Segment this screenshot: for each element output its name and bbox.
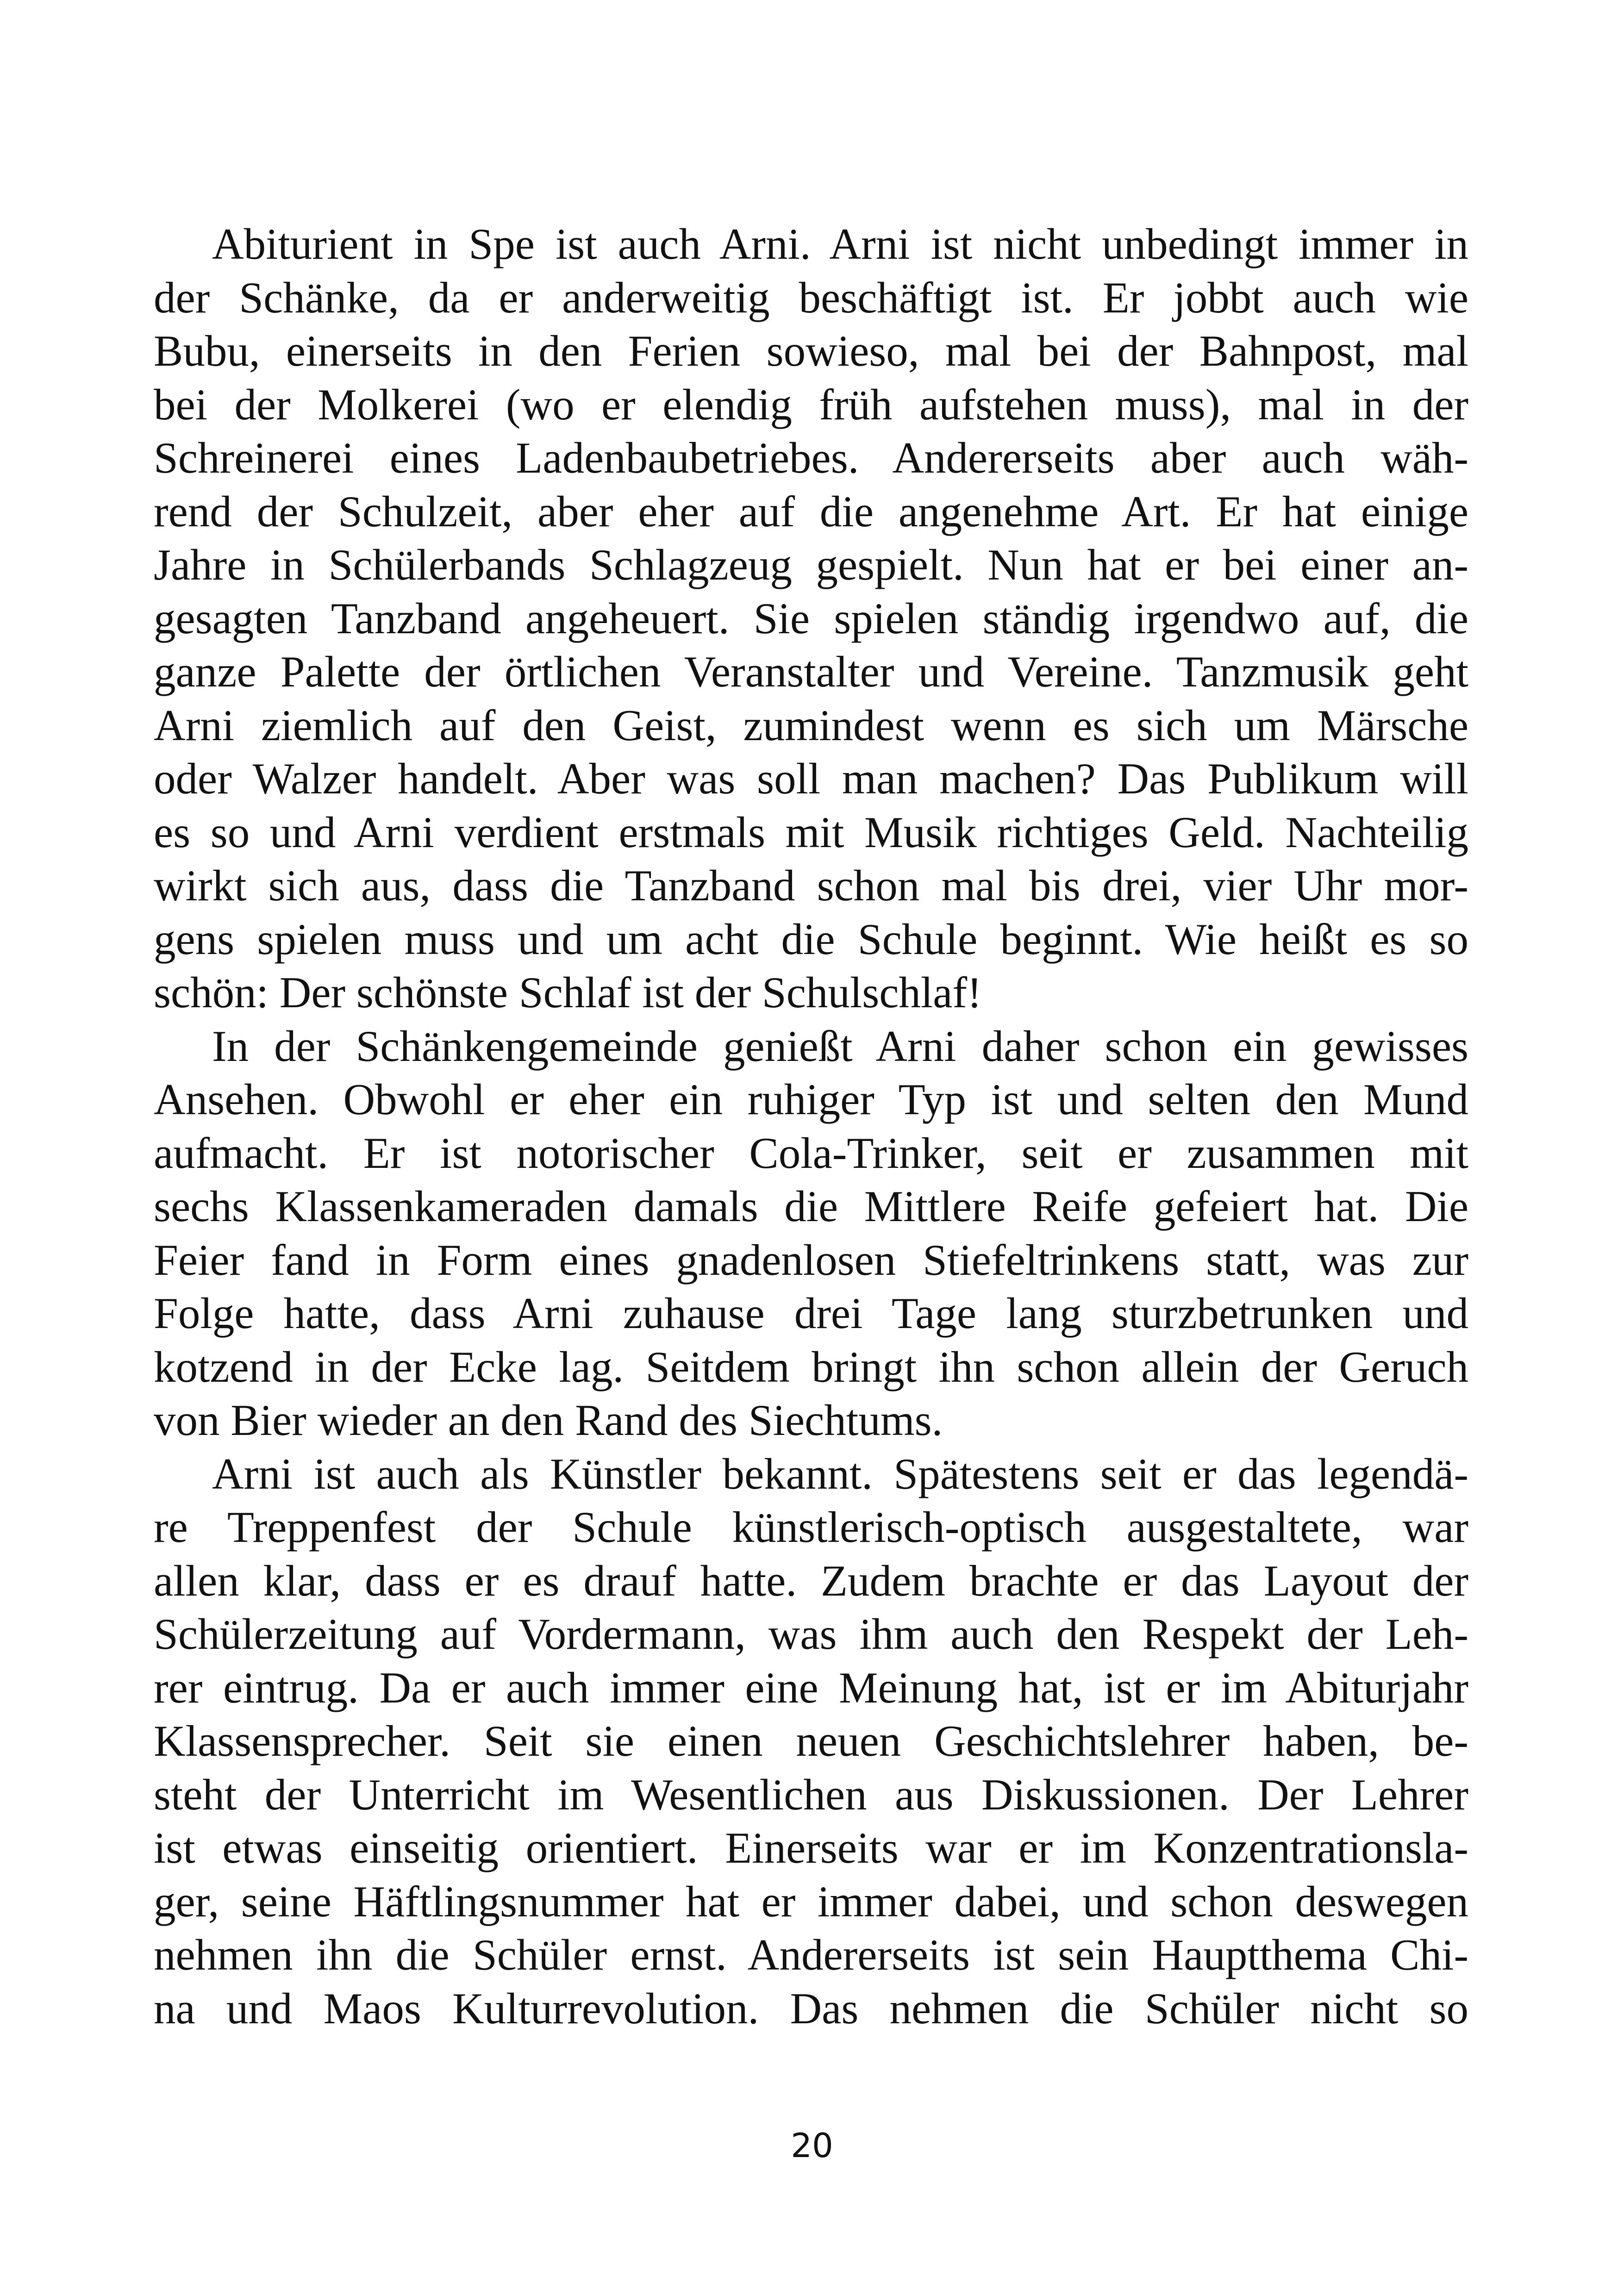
text-line: Arni ziemlich auf den Geist, zumindest wenn es sich um Märsche (154, 700, 1468, 750)
paragraph (154, 218, 1468, 1020)
text-line: Bubu, einerseits in den Ferien sowieso, mal bei der Bahnpost, mal (154, 326, 1468, 375)
text-line: der Schänke, da er anderweitig beschäftigt ist. Er jobbt auch wie (154, 273, 1468, 322)
text-line: aufmacht. Er ist notorischer Cola-Trinker, seit er zusammen mit (154, 1128, 1468, 1178)
text-line: rer eintrug. Da er auch immer eine Meinung hat, ist er im Abiturjahr (154, 1663, 1468, 1712)
text-line: sechs Klassenkameraden damals die Mittlere Reife gefeiert hat. Die (154, 1182, 1468, 1231)
text-line: Klassensprecher. Seit sie einen neuen Geschichtslehrer haben, be- (154, 1716, 1468, 1765)
text-line: schön: Der schönste Schlaf ist der Schulschlaf! (154, 968, 982, 1017)
text-line: kotzend in der Ecke lag. Seitdem bringt ihn schon allein der Geruch (154, 1342, 1468, 1391)
paragraph (154, 1447, 1468, 2036)
text-line: steht der Unterricht im Wesentlichen aus Diskussionen. Der Lehrer (154, 1770, 1468, 1819)
text-line: bei der Molkerei (wo er elendig früh aufstehen muss), mal in der (154, 380, 1468, 429)
body-text (154, 218, 1468, 2035)
text-line: oder Walzer handelt. Aber was soll man machen? Das Publikum will (154, 754, 1468, 803)
page-number: 20 (791, 2126, 833, 2165)
text-line: rend der Schulzeit, aber eher auf die angenehme Art. Er hat einige (154, 486, 1468, 536)
text-line: gens spielen muss und um acht die Schule beginnt. Wie heißt es so (154, 914, 1468, 964)
text-line: ger, seine Häftlingsnummer hat er immer dabei, und schon deswegen (154, 1877, 1468, 1926)
text-line: nehmen ihn die Schüler ernst. Andererseits ist sein Hauptthema Chi- (154, 1930, 1468, 1979)
text-line: wirkt sich aus, dass die Tanzband schon mal bis drei, vier Uhr mor- (154, 861, 1468, 910)
text-line: Arni ist auch als Künstler bekannt. Spätestens seit er das legendä- (212, 1449, 1468, 1498)
text-line: Folge hatte, dass Arni zuhause drei Tage lang sturzbetrunken und (154, 1289, 1468, 1338)
text-line: Abiturient in Spe ist auch Arni. Arni ist nicht unbedingt immer in (212, 219, 1468, 268)
text-line: von Bier wieder an den Rand des Siechtums. (154, 1396, 943, 1445)
text-line: re Treppenfest der Schule künstlerisch-optisch ausgestaltete, war (154, 1503, 1468, 1552)
text-line: es so und Arni verdient erstmals mit Musik richtiges Geld. Nachteilig (154, 807, 1468, 857)
text-line: gesagten Tanzband angeheuert. Sie spielen ständig irgendwo auf, die (154, 593, 1468, 643)
text-line: ganze Palette der örtlichen Veranstalter und Vereine. Tanzmusik geht (154, 647, 1468, 696)
text-line: allen klar, dass er es drauf hatte. Zudem brachte er das Layout der (154, 1556, 1468, 1605)
text-line: Schreinerei eines Ladenbaubetriebes. Andererseits aber auch wäh- (154, 433, 1468, 482)
text-line: Jahre in Schülerbands Schlagzeug gespielt. Nun hat er bei einer an- (154, 540, 1468, 589)
text-line: Ansehen. Obwohl er eher ein ruhiger Typ ist und selten den Mund (154, 1075, 1468, 1124)
text-line: Schülerzeitung auf Vordermann, was ihm auch den Respekt der Leh- (154, 1609, 1468, 1659)
text-line: In der Schänkengemeinde genießt Arni daher schon ein gewisses (212, 1021, 1468, 1071)
text-line: Feier fand in Form eines gnadenlosen Stiefeltrinkens statt, was zur (154, 1235, 1468, 1285)
text-line: ist etwas einseitig orientiert. Einerseits war er im Konzentrationsla- (154, 1823, 1468, 1872)
paragraph (154, 1020, 1468, 1447)
text-line: na und Maos Kulturrevolution. Das nehmen die Schüler nicht so (154, 1983, 1468, 2033)
